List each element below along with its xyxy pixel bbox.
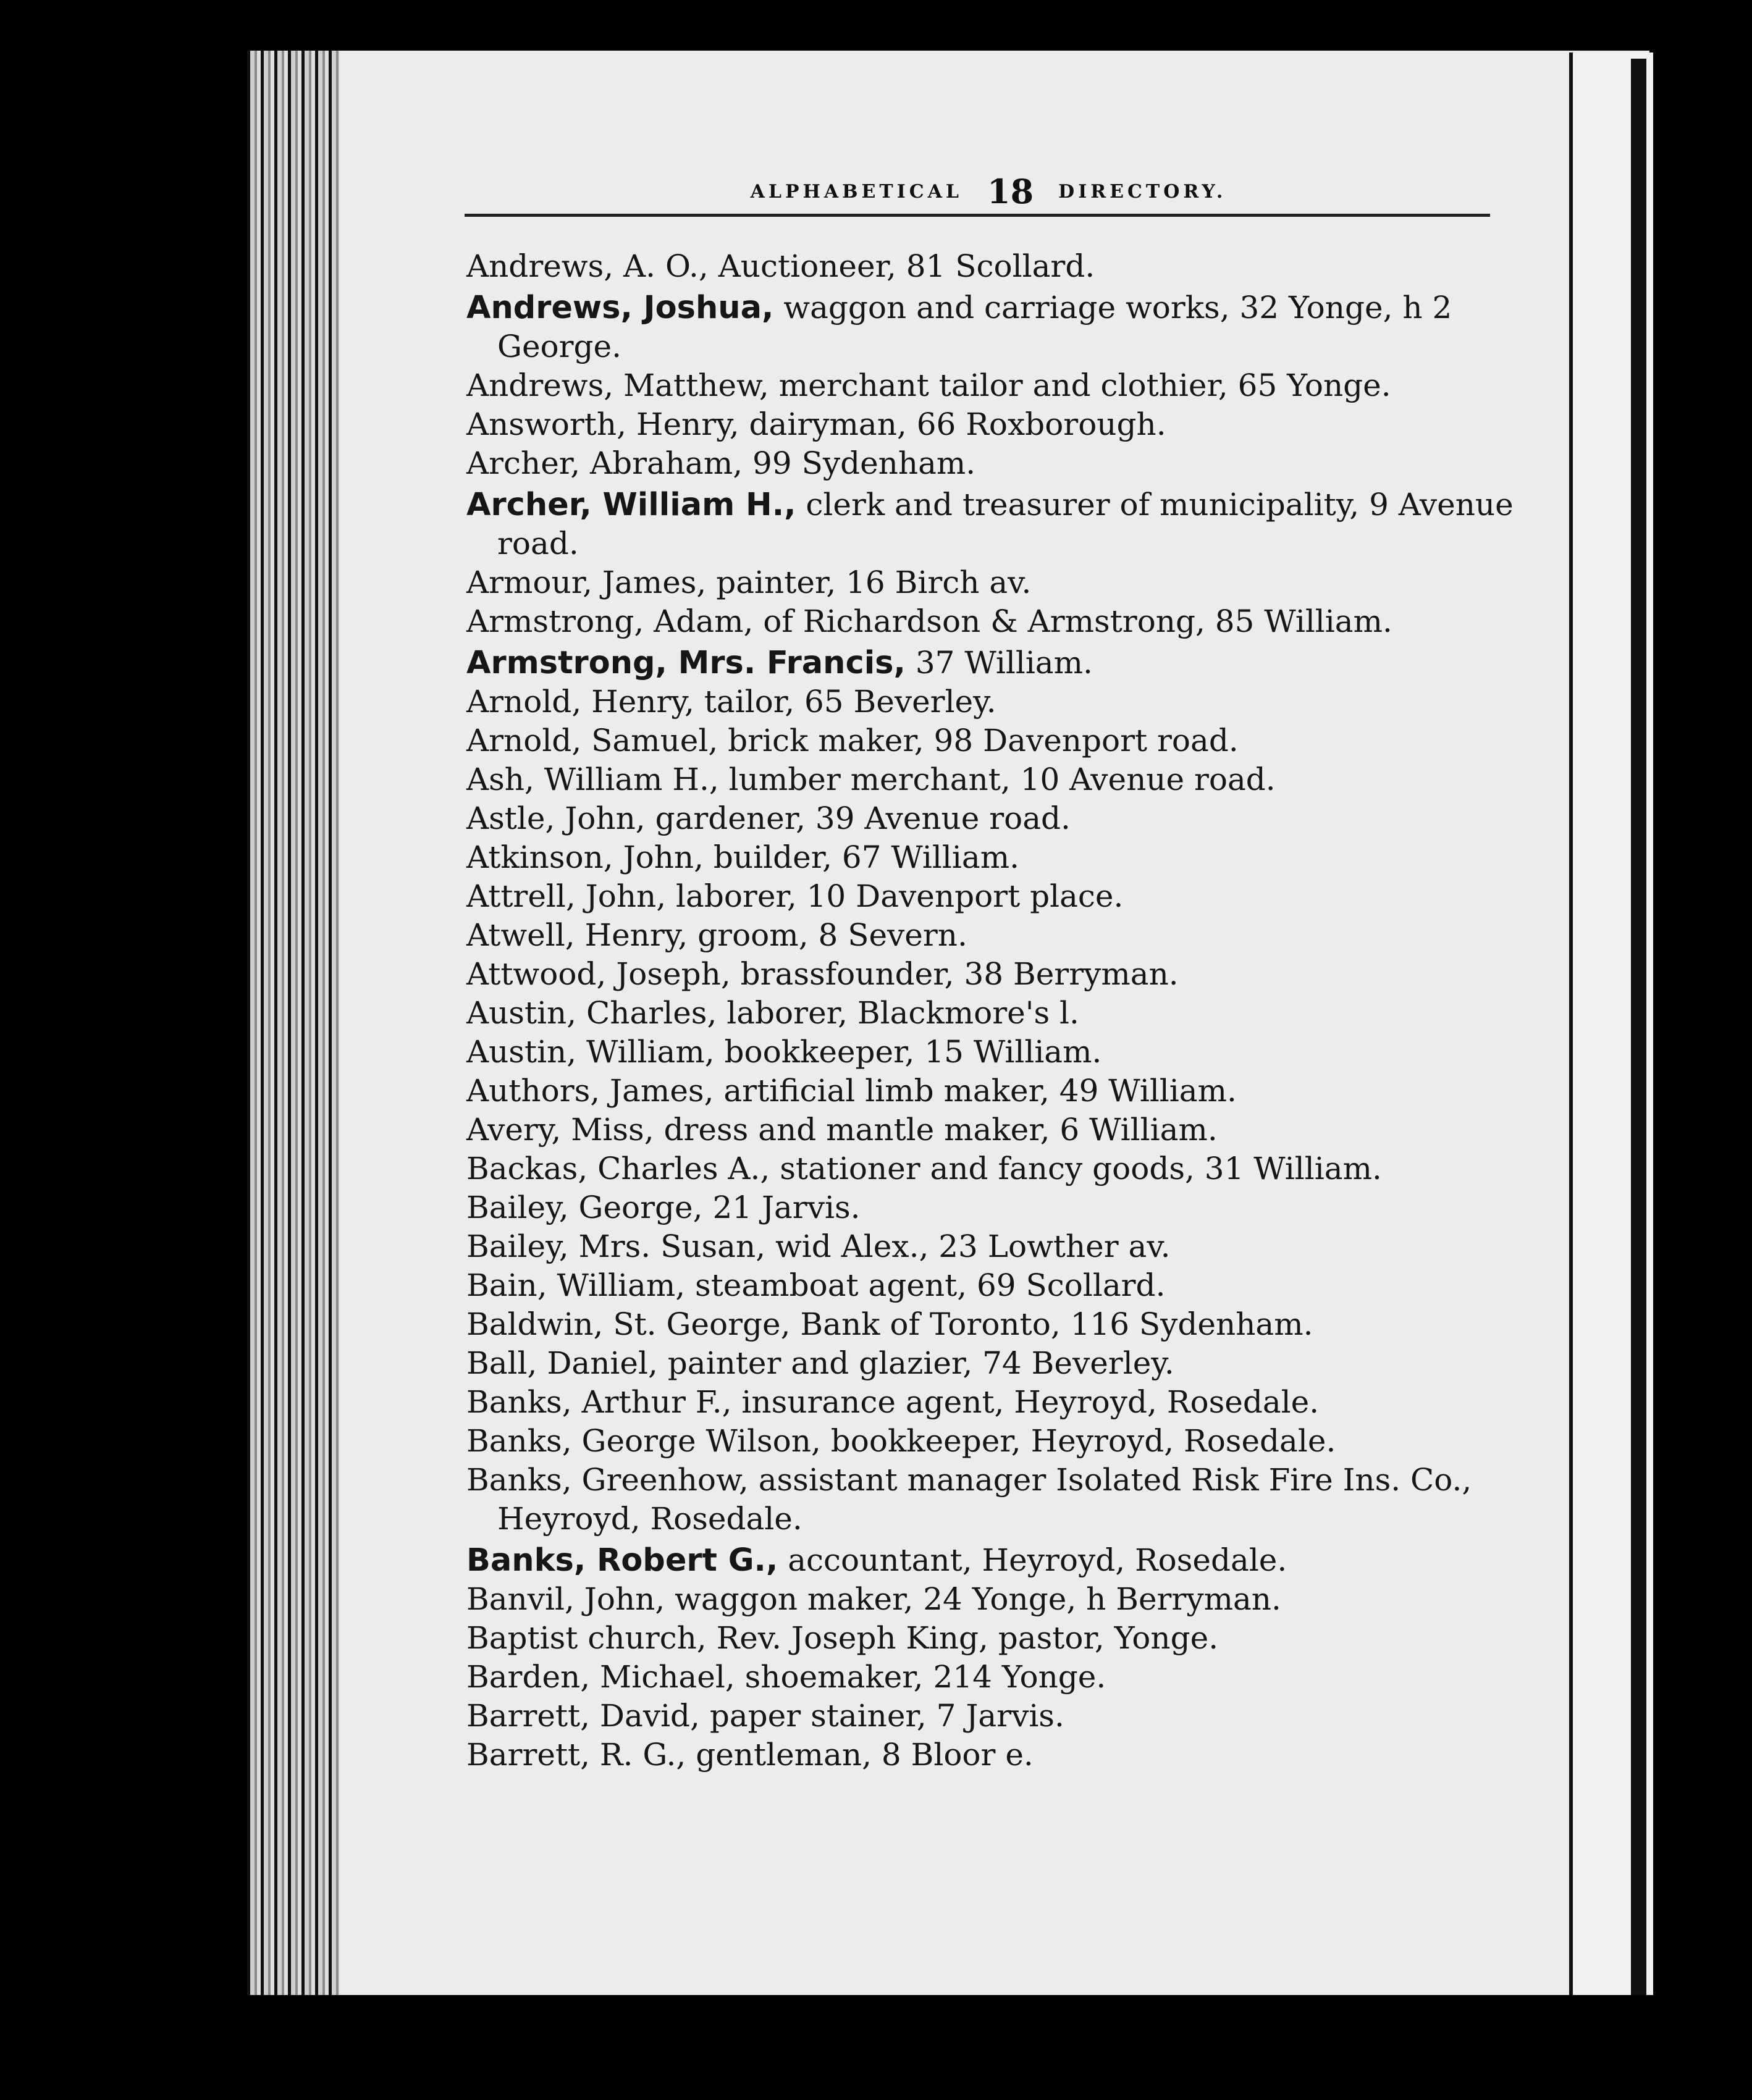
- entry-details: dairyman, 66 Roxborough.: [739, 406, 1166, 442]
- entry-details: Rev. Joseph King, pastor, Yonge.: [706, 1620, 1219, 1656]
- directory-entry: [466, 877, 1529, 916]
- directory-entry: [466, 838, 1529, 877]
- entry-details: laborer, Blackmore's l.: [717, 995, 1079, 1031]
- entry-details: stationer and fancy goods, 31 William.: [770, 1151, 1382, 1186]
- entry-name: Banks, Robert G.,: [466, 1542, 778, 1579]
- directory-entry: [466, 1111, 1529, 1149]
- header-right: DIRECTORY.: [1058, 180, 1227, 203]
- entry-name: Austin, William,: [466, 1034, 715, 1070]
- entry-name: Bain, William,: [466, 1267, 686, 1303]
- directory-entry: [466, 1461, 1529, 1539]
- entry-name: Armour, James,: [466, 565, 707, 600]
- entry-name: Banks, Arthur F.,: [466, 1384, 732, 1420]
- directory-entry: [466, 1033, 1529, 1072]
- page-number: 18: [987, 172, 1034, 211]
- directory-entry: [466, 405, 1529, 444]
- entry-name: Atwell, Henry,: [466, 917, 688, 953]
- directory-entry: [466, 1149, 1529, 1188]
- directory-entry: [466, 994, 1529, 1033]
- entry-details: paper stainer, 7 Jarvis.: [699, 1698, 1064, 1734]
- entry-name: Banvil, John,: [466, 1581, 665, 1617]
- directory-entry: [466, 644, 1529, 682]
- entry-details: builder, 67 William.: [704, 839, 1020, 875]
- entry-name: Arnold, Henry,: [466, 684, 694, 720]
- directory-entry: [466, 1383, 1529, 1422]
- directory-entry: [466, 682, 1529, 721]
- entry-details: tailor, 65 Beverley.: [694, 684, 996, 720]
- entry-details: painter, 16 Birch av.: [706, 565, 1032, 600]
- entry-details: assistant manager Isolated Risk Fire Ins. Co., Heyroyd, Rosedale.: [497, 1462, 1472, 1537]
- entry-name: Ash, William H.,: [466, 762, 719, 797]
- entry-details: lumber merchant, 10 Avenue road.: [718, 762, 1276, 797]
- entry-details: Auctioneer, 81 Scollard.: [708, 248, 1095, 284]
- entry-name: Attrell, John,: [466, 878, 667, 914]
- directory-entry: [466, 1658, 1529, 1697]
- entry-details: gardener, 39 Avenue road.: [645, 800, 1071, 836]
- entry-details: dress and mantle maker, 6 William.: [654, 1112, 1218, 1148]
- entry-name: Andrews, Joshua,: [466, 290, 774, 326]
- directory-entry: [466, 1619, 1529, 1658]
- page-edges-left: [247, 51, 340, 1995]
- entry-name: Bailey, Mrs. Susan,: [466, 1228, 766, 1264]
- entry-name: Answorth, Henry,: [466, 406, 739, 442]
- entry-details: bookkeeper, Heyroyd, Rosedale.: [820, 1423, 1336, 1459]
- entry-name: Atkinson, John,: [466, 839, 704, 875]
- entry-details: accountant, Heyroyd, Rosedale.: [778, 1542, 1287, 1578]
- entry-details: 37 William.: [905, 645, 1093, 681]
- directory-entry: [466, 563, 1529, 602]
- directory-entry: [466, 247, 1529, 286]
- entry-details: shoemaker, 214 Yonge.: [735, 1659, 1106, 1695]
- entry-details: laborer, 10 Davenport place.: [666, 878, 1124, 914]
- entry-details: waggon maker, 24 Yonge, h Berryman.: [665, 1581, 1281, 1617]
- entry-name: Ball, Daniel,: [466, 1345, 658, 1381]
- header-rule: [465, 214, 1490, 217]
- directory-entry: [466, 799, 1529, 838]
- entry-name: Barden, Michael,: [466, 1659, 735, 1695]
- directory-entry: [466, 1541, 1529, 1580]
- directory-entry: [466, 1422, 1529, 1461]
- entry-details: waggon and carriage works, 32 Yonge, h 2 George.: [497, 290, 1452, 364]
- directory-entry: [466, 1266, 1529, 1305]
- entry-details: artificial limb maker, 49 William.: [714, 1073, 1237, 1109]
- directory-entry: [466, 288, 1529, 366]
- entry-name: Attwood, Joseph,: [466, 956, 731, 992]
- entry-name: Astle, John,: [466, 800, 646, 836]
- entry-name: Avery, Miss,: [466, 1112, 654, 1148]
- entry-details: painter and glazier, 74 Beverley.: [657, 1345, 1174, 1381]
- entry-name: Archer, Abraham,: [466, 445, 743, 481]
- entry-name: Baldwin, St. George,: [466, 1306, 791, 1342]
- directory-entry: [466, 1736, 1529, 1774]
- entry-details: steamboat agent, 69 Scollard.: [685, 1267, 1166, 1303]
- directory-entry: [466, 366, 1529, 405]
- directory-entry: [466, 1344, 1529, 1383]
- entry-name: Andrews, Matthew,: [466, 368, 769, 403]
- entry-name: Archer, William H.,: [466, 487, 796, 523]
- entry-details: 21 Jarvis.: [702, 1190, 861, 1225]
- entry-details: 99 Sydenham.: [743, 445, 976, 481]
- directory-entry: [466, 1188, 1529, 1227]
- entry-name: Banks, George Wilson,: [466, 1423, 821, 1459]
- entry-name: Barrett, R. G.,: [466, 1737, 686, 1773]
- entry-details: wid Alex., 23 Lowther av.: [765, 1228, 1171, 1264]
- directory-entry: [466, 955, 1529, 994]
- entry-name: Bailey, George,: [466, 1190, 703, 1225]
- directory-entry: [466, 1697, 1529, 1736]
- entry-details: brick maker, 98 Davenport road.: [718, 723, 1239, 758]
- directory-entry: [466, 721, 1529, 760]
- entry-details: of Richardson & Armstrong, 85 William.: [753, 603, 1392, 639]
- entry-details: bookkeeper, 15 William.: [714, 1034, 1102, 1070]
- entry-name: Austin, Charles,: [466, 995, 717, 1031]
- directory-entry: [466, 602, 1529, 641]
- entry-name: Backas, Charles A.,: [466, 1151, 770, 1186]
- directory-entry: [466, 485, 1529, 563]
- directory-entry: [466, 760, 1529, 799]
- directory-entry: [466, 1072, 1529, 1111]
- entry-name: Barrett, David,: [466, 1698, 700, 1734]
- entry-name: Banks, Greenhow,: [466, 1462, 749, 1498]
- directory-entry: [466, 1227, 1529, 1266]
- directory-entry: [466, 1580, 1529, 1619]
- directory-entry: [466, 916, 1529, 955]
- entry-name: Armstrong, Adam,: [466, 603, 754, 639]
- directory-entry: [466, 1305, 1529, 1344]
- entry-details: insurance agent, Heyroyd, Rosedale.: [731, 1384, 1320, 1420]
- entry-details: Bank of Toronto, 116 Sydenham.: [790, 1306, 1313, 1342]
- entry-name: Andrews, A. O.,: [466, 248, 709, 284]
- entry-details: groom, 8 Severn.: [688, 917, 967, 953]
- entry-details: merchant tailor and clothier, 65 Yonge.: [769, 368, 1391, 403]
- header-left: ALPHABETICAL: [750, 180, 963, 203]
- directory-entries: [466, 247, 1529, 1774]
- entry-name: Arnold, Samuel,: [466, 723, 718, 758]
- entry-details: clerk and treasurer of municipality, 9 Avenue road.: [497, 487, 1514, 561]
- binding-gutter: [1631, 59, 1646, 1995]
- entry-details: gentleman, 8 Bloor e.: [686, 1737, 1034, 1773]
- directory-entry: [466, 444, 1529, 483]
- entry-details: brassfounder, 38 Berryman.: [730, 956, 1179, 992]
- entry-name: Baptist church,: [466, 1620, 707, 1656]
- entry-name: Authors, James,: [466, 1073, 714, 1109]
- entry-name: Armstrong, Mrs. Francis,: [466, 645, 906, 681]
- running-header: [463, 154, 1514, 229]
